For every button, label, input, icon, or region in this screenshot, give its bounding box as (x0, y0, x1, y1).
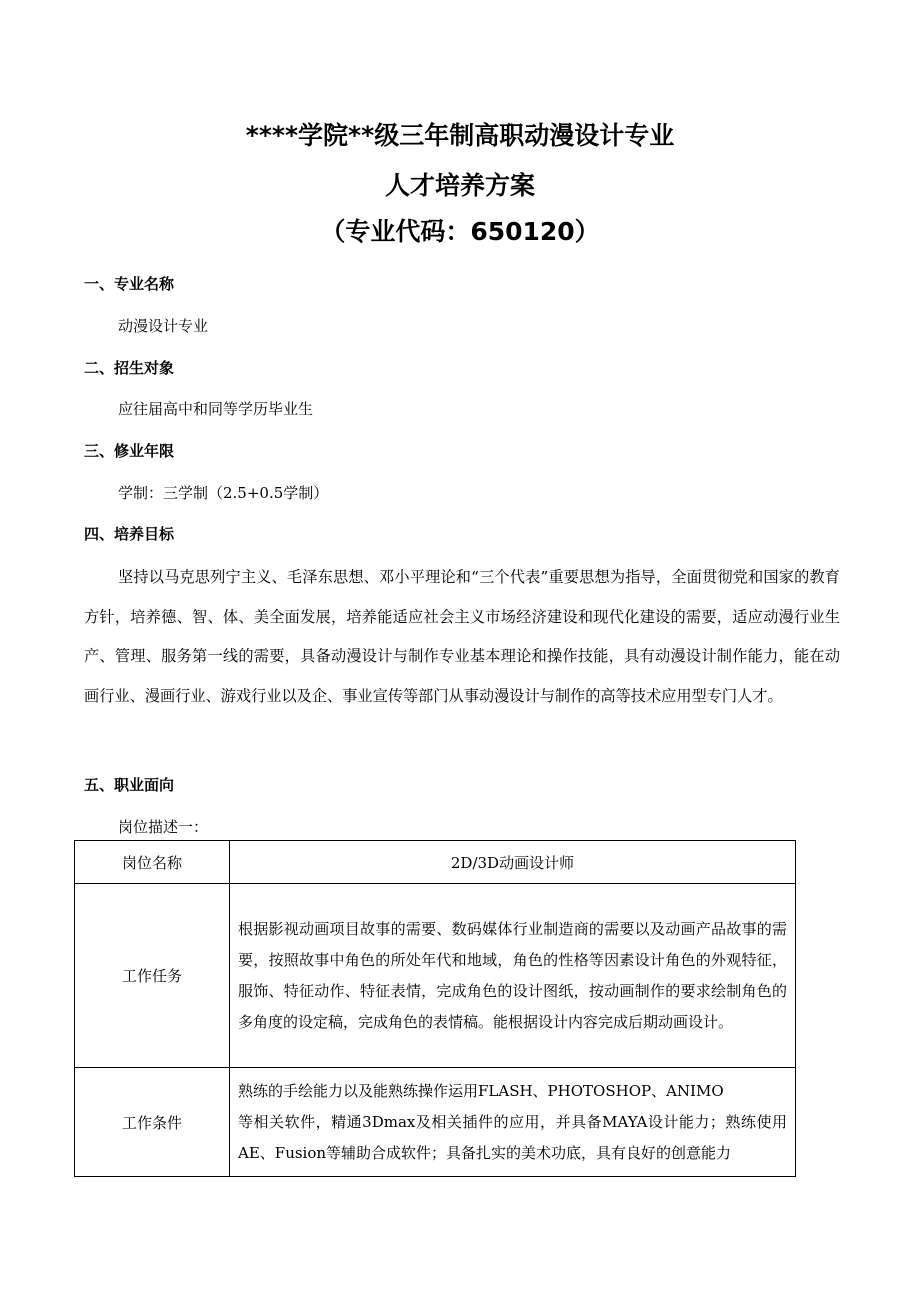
table-row (75, 841, 796, 884)
section-5-subheading: 岗位描述一： (118, 818, 209, 836)
job-condition-value (230, 1068, 796, 1177)
job-task-label: 工作任务 (75, 884, 230, 1068)
document-title-line3: （专业代码：650120） (320, 217, 600, 246)
section-1-text: 动漫设计专业 (118, 317, 209, 335)
job-condition-line2: 等相关软件，精通3Dmax及相关插件的应用，并具备MAYA设计能力；熟练使用AE、Fusion等辅助合成软件；具备扎实的美术功底，具有良好的创意能力 (238, 1112, 787, 1162)
document-title-line1: ****学院**级三年制高职动漫设计专业 (245, 121, 675, 150)
section-2-text: 应往届高中和同等学历毕业生 (118, 400, 314, 418)
document-title-line2: 人才培养方案 (384, 171, 535, 200)
section-3-text: 学制：三学制（2.5+0.5学制） (118, 484, 329, 502)
job-description-table (74, 840, 796, 1177)
section-2-heading: 二、招生对象 (84, 359, 175, 377)
job-task-value: 根据影视动画项目故事的需要、数码媒体行业制造商的需要以及动画产品故事的需要，按照故事中角色的所处年代和地域，角色的性格等因素设计角色的外观特征，服饰、特征动作、特征表情，完成角色的设计图纸，按动画制作的要求绘制角色的多角度的设定稿，完成角色的表情稿。能根据设计内容完成后期动画设计。 (230, 884, 796, 1068)
job-title-value: 2D/3D动画设计师 (230, 841, 796, 884)
job-condition-label: 工作条件 (75, 1068, 230, 1177)
section-4-heading: 四、培养目标 (84, 525, 175, 543)
section-5-heading: 五、职业面向 (84, 776, 175, 794)
section-1-heading: 一、专业名称 (84, 275, 175, 293)
table-row (75, 884, 796, 1068)
section-3-heading: 三、修业年限 (84, 442, 175, 460)
job-condition-line1: 熟练的手绘能力以及能熟练操作运用FLASH、PHOTOSHOP、ANIMO (238, 1081, 724, 1100)
job-title-label: 岗位名称 (75, 841, 230, 884)
section-4-text: 坚持以马克思列宁主义、毛泽东思想、邓小平理论和“三个代表”重要思想为指导，全面贯彻党和国家的教育方针，培养德、智、体、美全面发展，培养能适应社会主义市场经济建设和现代化建设的需要，适应动漫行业生产、管理、服务第一线的需要，具备动漫设计与制作专业基本理论和操作技能，具有动漫设计制作能力，能在动画行业、漫画行业、游戏行业以及企、事业宣传等部门从事动漫设计与制作的高等技术应用型专门人才。 (84, 568, 840, 705)
table-row (75, 1068, 796, 1177)
